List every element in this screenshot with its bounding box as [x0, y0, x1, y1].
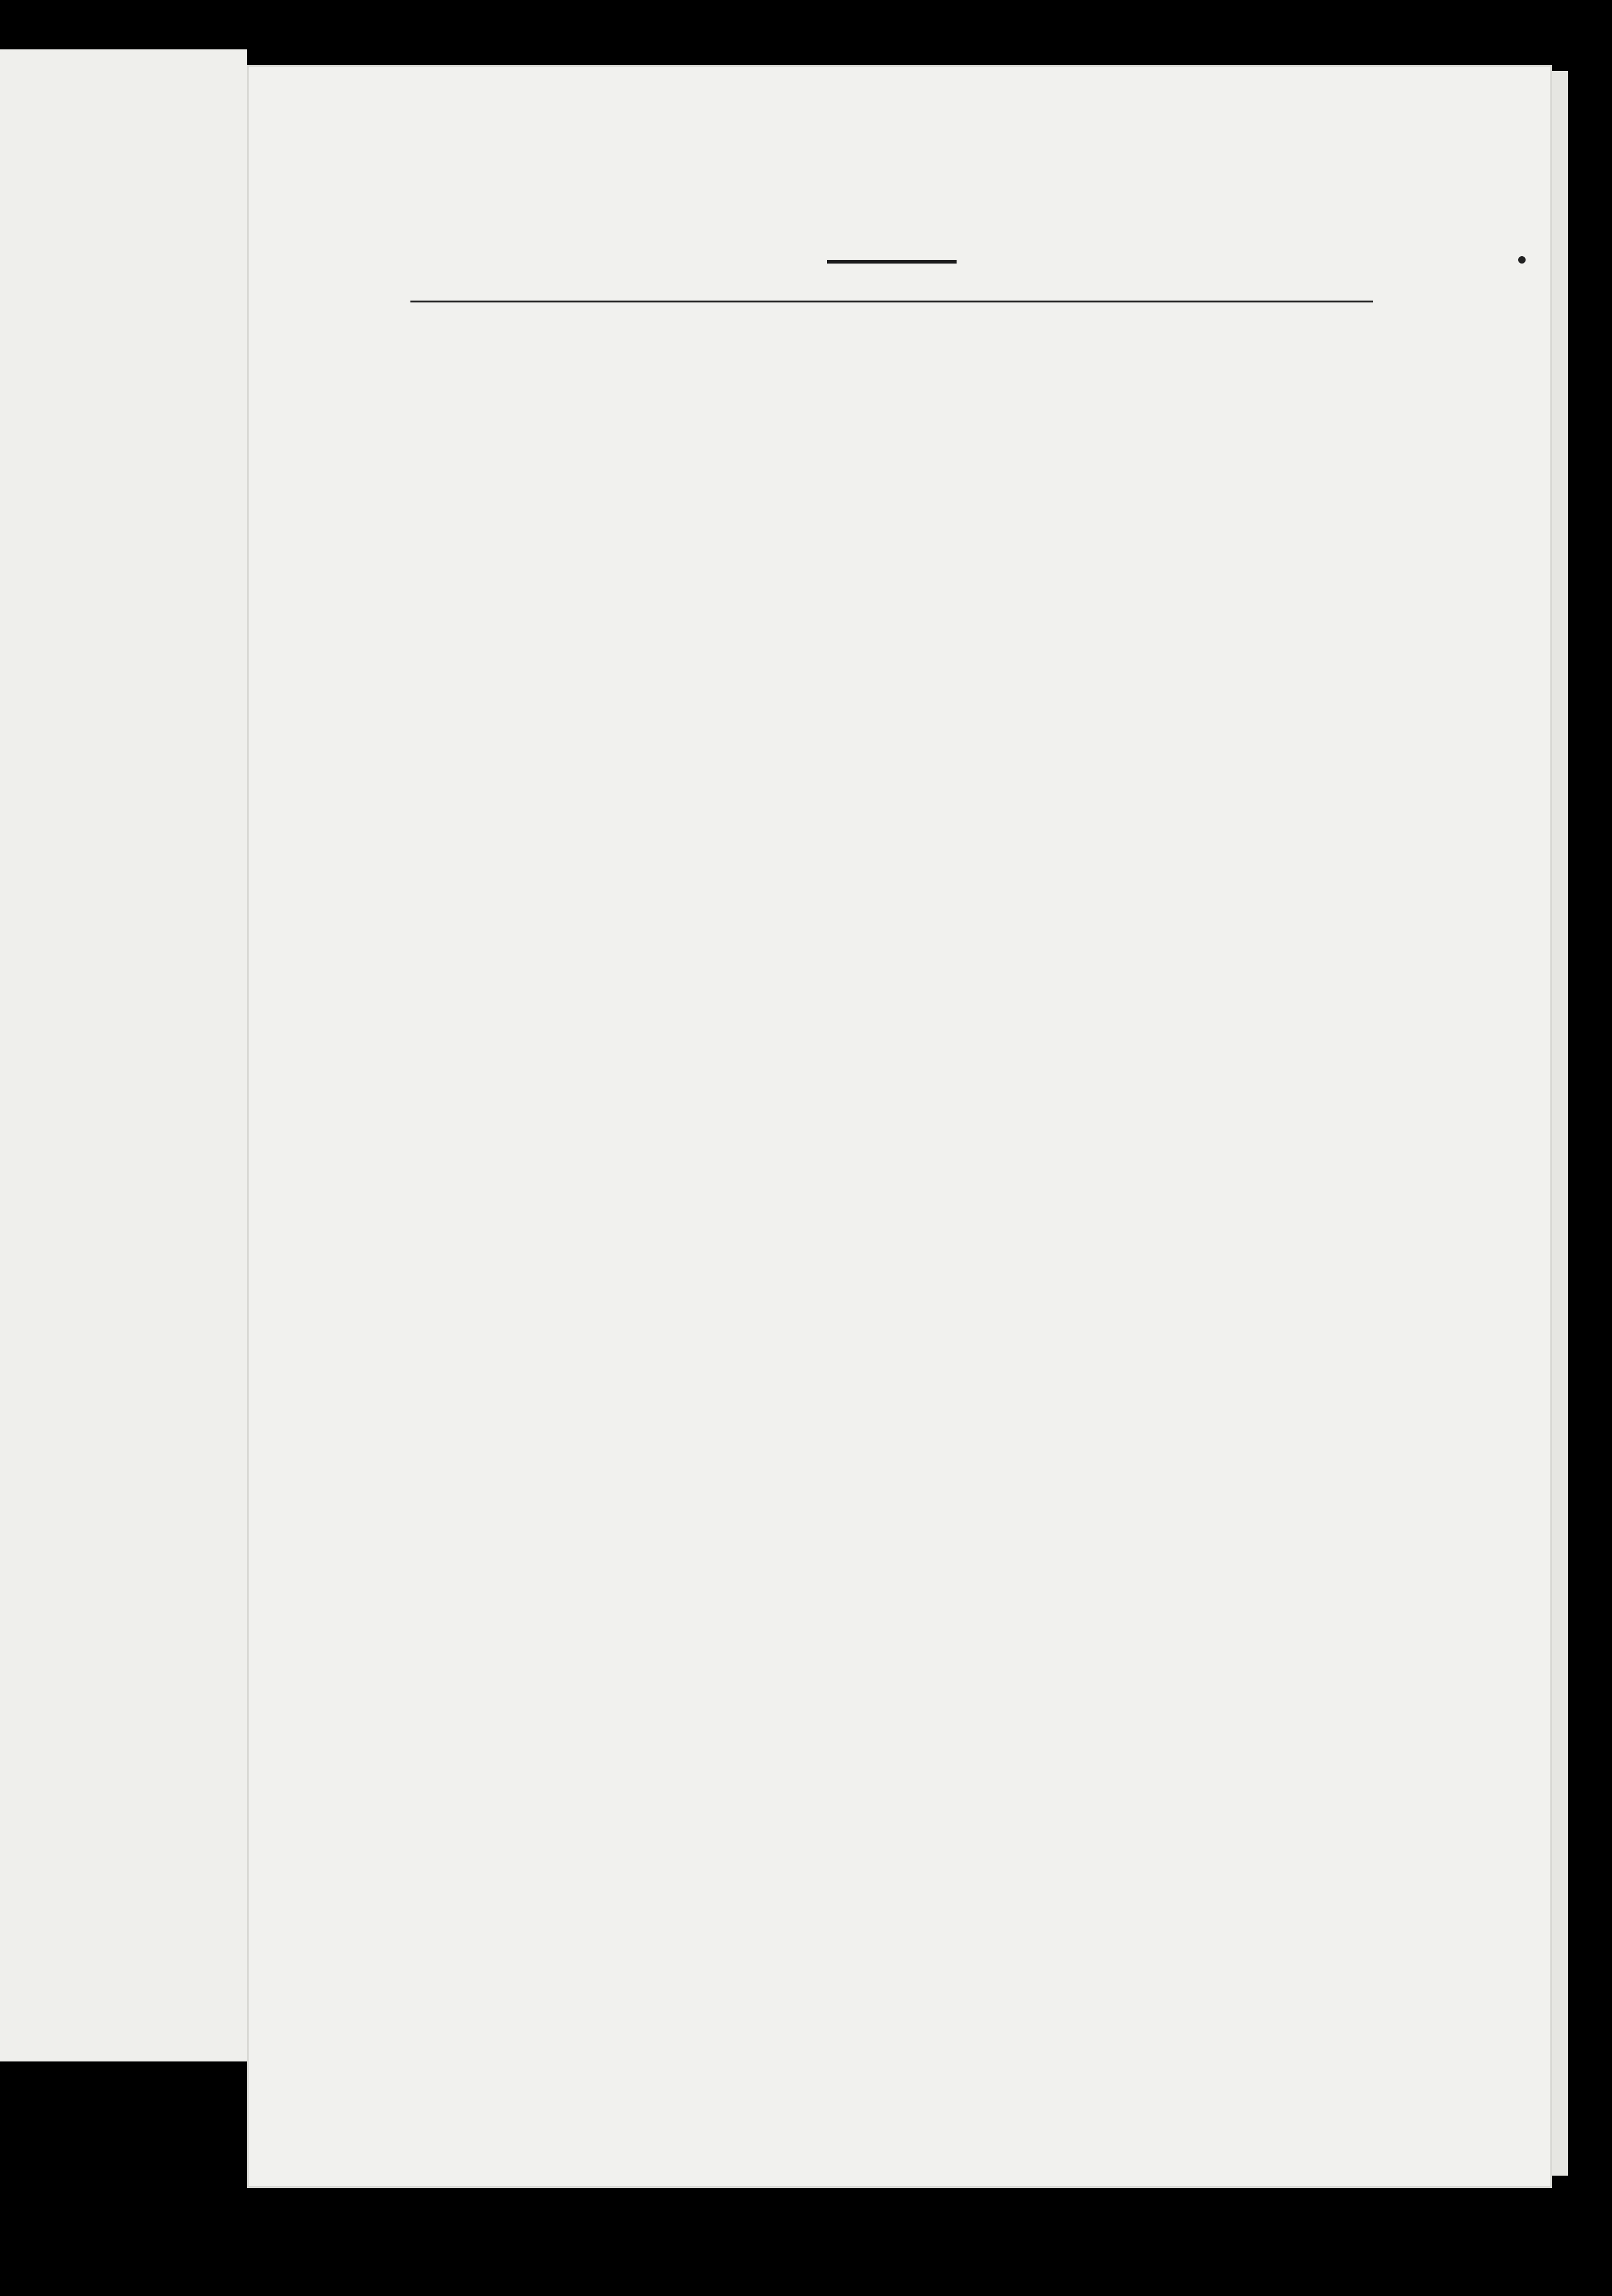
section-divider — [827, 260, 957, 264]
footnote-rule — [410, 301, 1373, 302]
page-edge — [1552, 71, 1568, 2176]
ink-dot — [1518, 256, 1526, 264]
page — [247, 65, 1552, 2188]
page-content — [410, 207, 1373, 317]
left-page-fragment — [0, 49, 247, 2061]
